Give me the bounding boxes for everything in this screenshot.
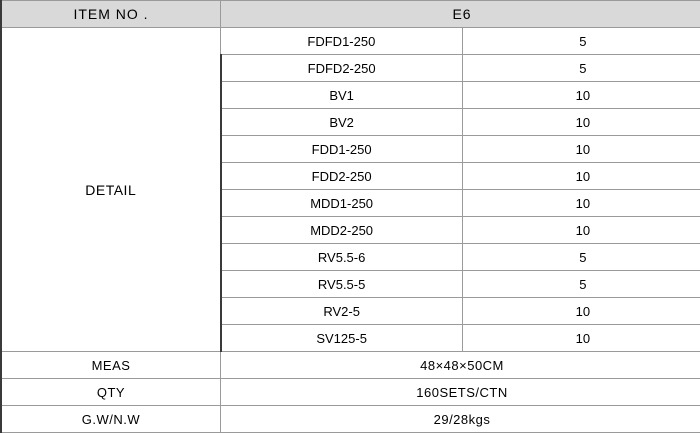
footer-label: MEAS bbox=[1, 352, 221, 379]
part-qty: 5 bbox=[462, 28, 700, 55]
part-name: MDD2-250 bbox=[221, 217, 463, 244]
footer-label: G.W/N.W bbox=[1, 406, 221, 433]
part-name: RV5.5-5 bbox=[221, 271, 463, 298]
part-name: FDFD1-250 bbox=[221, 28, 463, 55]
part-qty: 5 bbox=[462, 271, 700, 298]
part-name: SV125-5 bbox=[221, 325, 463, 352]
footer-value: 48×48×50CM bbox=[221, 352, 700, 379]
header-model: E6 bbox=[221, 1, 700, 28]
footer-value: 29/28kgs bbox=[221, 406, 700, 433]
footer-value: 160SETS/CTN bbox=[221, 379, 700, 406]
footer-row-meas bbox=[1, 352, 700, 379]
table-row bbox=[1, 28, 700, 55]
footer-row-weight bbox=[1, 406, 700, 433]
footer-label: QTY bbox=[1, 379, 221, 406]
part-name: BV1 bbox=[221, 82, 463, 109]
part-name: FDD1-250 bbox=[221, 136, 463, 163]
part-qty: 10 bbox=[462, 325, 700, 352]
part-qty: 10 bbox=[462, 190, 700, 217]
part-qty: 5 bbox=[462, 55, 700, 82]
part-name: BV2 bbox=[221, 109, 463, 136]
part-name: MDD1-250 bbox=[221, 190, 463, 217]
part-qty: 10 bbox=[462, 163, 700, 190]
part-name: FDFD2-250 bbox=[221, 55, 463, 82]
table-body bbox=[1, 1, 700, 433]
part-qty: 5 bbox=[462, 244, 700, 271]
part-qty: 10 bbox=[462, 109, 700, 136]
part-qty: 10 bbox=[462, 298, 700, 325]
part-name: FDD2-250 bbox=[221, 163, 463, 190]
detail-label-cell: DETAIL bbox=[1, 28, 221, 352]
part-name: RV5.5-6 bbox=[221, 244, 463, 271]
footer-row-qty bbox=[1, 379, 700, 406]
part-qty: 10 bbox=[462, 136, 700, 163]
part-name: RV2-5 bbox=[221, 298, 463, 325]
table-header-row bbox=[1, 1, 700, 28]
header-item-no: ITEM NO . bbox=[1, 1, 221, 28]
part-qty: 10 bbox=[462, 82, 700, 109]
part-qty: 10 bbox=[462, 217, 700, 244]
